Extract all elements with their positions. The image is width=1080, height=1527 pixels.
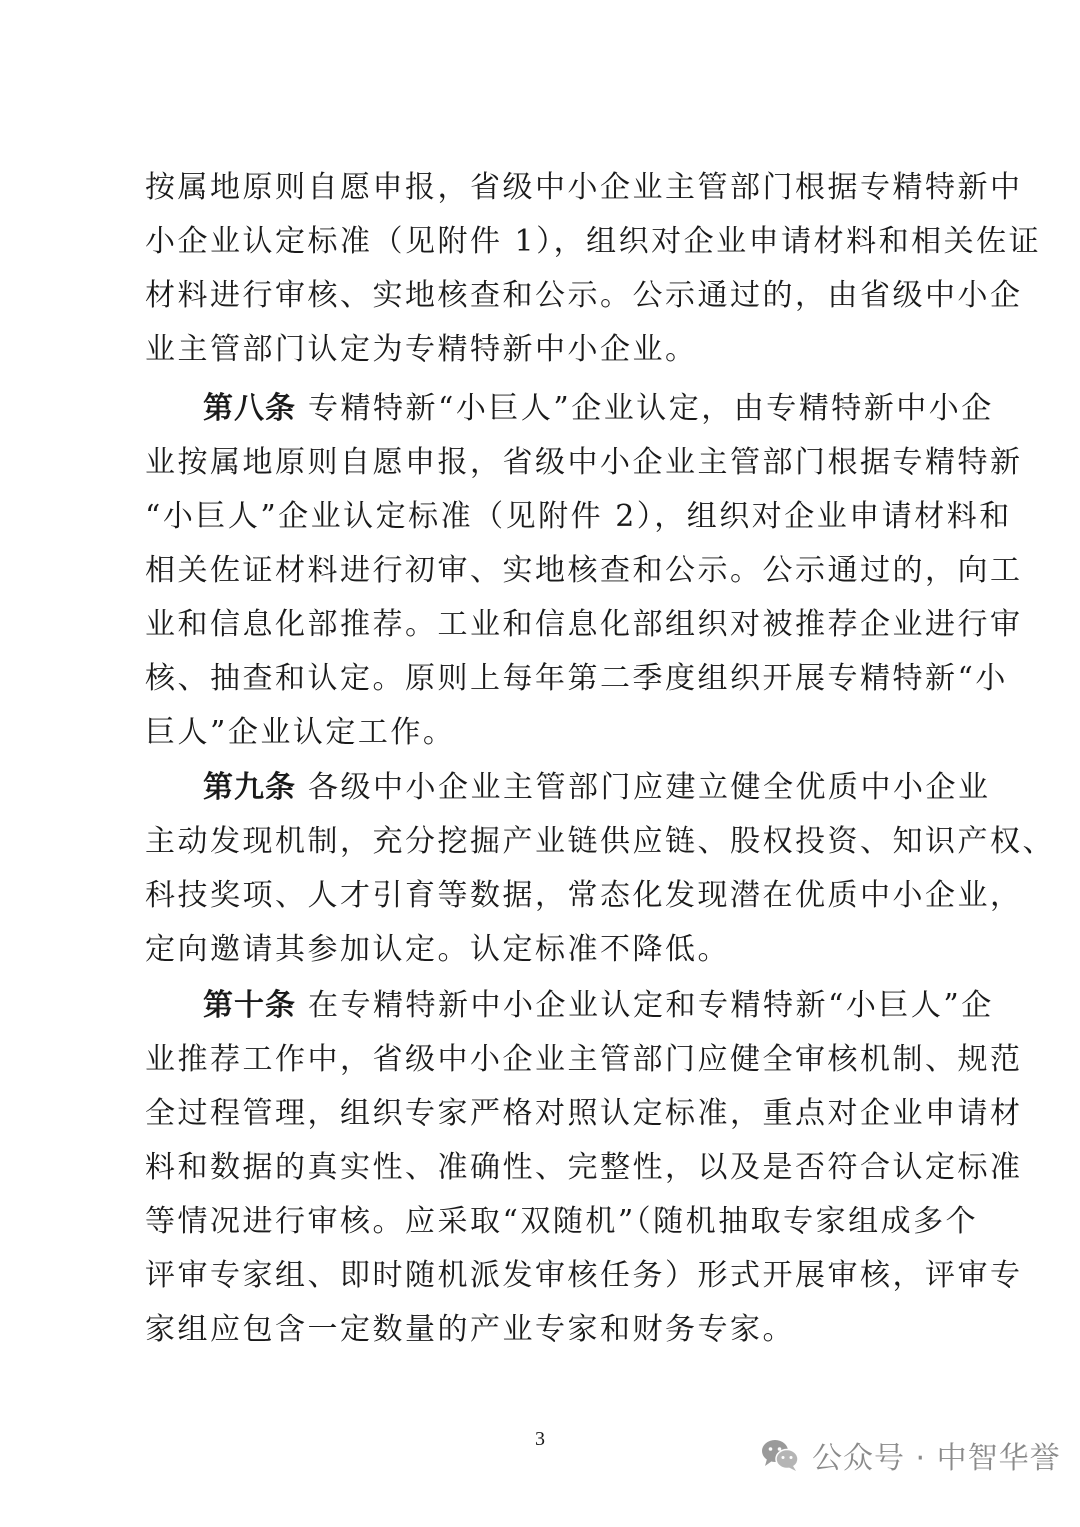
text-line: 料和数据的真实性、准确性、完整性，以及是否符合认定标准: [145, 1150, 1023, 1185]
text-line: 业和信息化部推荐。工业和信息化部组织对被推荐企业进行审: [145, 607, 1023, 642]
text-line: 科技奖项、人才引育等数据，常态化发现潜在优质中小企业，: [145, 878, 1023, 913]
text-line: 按属地原则自愿申报，省级中小企业主管部门根据专精特新中: [145, 170, 1023, 205]
text-line: 家组应包含一定数量的产业专家和财务专家。: [145, 1312, 795, 1347]
page-number: 3: [535, 1428, 545, 1450]
text-line: 定向邀请其参加认定。认定标准不降低。: [145, 932, 730, 967]
text-line: 各级中小企业主管部门应建立健全优质中小企业: [308, 770, 991, 805]
watermark-text: 公众号 · 中智华誉: [812, 1441, 1061, 1476]
text-line: 评审专家组、即时随机派发审核任务）形式开展审核，评审专: [145, 1258, 1023, 1293]
wechat-icon: [760, 1438, 800, 1472]
article-9-label: 第九条: [203, 770, 296, 805]
article-10-label: 第十条: [203, 988, 296, 1023]
article-9-first-line: [203, 768, 991, 808]
text-line: 等情况进行审核。应采取“双随机”（随机抽取专家组成多个: [145, 1204, 979, 1239]
text-line: 在专精特新中小企业认定和专精特新“小巨人”企: [308, 988, 994, 1023]
text-line: 全过程管理，组织专家严格对照认定标准，重点对企业申请材: [145, 1096, 1023, 1131]
text-line: 专精特新“小巨人”企业认定，由专精特新中小企: [308, 391, 994, 426]
text-line: 材料进行审核、实地核查和公示。公示通过的，由省级中小企: [145, 278, 1023, 313]
text-line: 业主管部门认定为专精特新中小企业。: [145, 332, 698, 367]
watermark: [760, 1432, 1061, 1478]
article-10-first-line: [203, 986, 994, 1026]
text-line: 巨人”企业认定工作。: [145, 715, 456, 750]
text-line: 相关佐证材料进行初审、实地核查和公示。公示通过的，向工: [145, 553, 1023, 588]
text-line: 小企业认定标准（见附件 1），组织对企业申请材料和相关佐证: [145, 224, 1042, 259]
text-line: 业按属地原则自愿申报，省级中小企业主管部门根据专精特新: [145, 445, 1023, 480]
text-line: 核、抽查和认定。原则上每年第二季度组织开展专精特新“小: [145, 661, 1008, 696]
article-8-first-line: [203, 389, 994, 429]
article-8-label: 第八条: [203, 391, 296, 426]
text-line: “小巨人”企业认定标准（见附件 2），组织对企业申请材料和: [145, 499, 1012, 534]
text-line: 主动发现机制，充分挖掘产业链供应链、股权投资、知识产权、: [145, 824, 1055, 859]
text-line: 业推荐工作中，省级中小企业主管部门应健全审核机制、规范: [145, 1042, 1023, 1077]
